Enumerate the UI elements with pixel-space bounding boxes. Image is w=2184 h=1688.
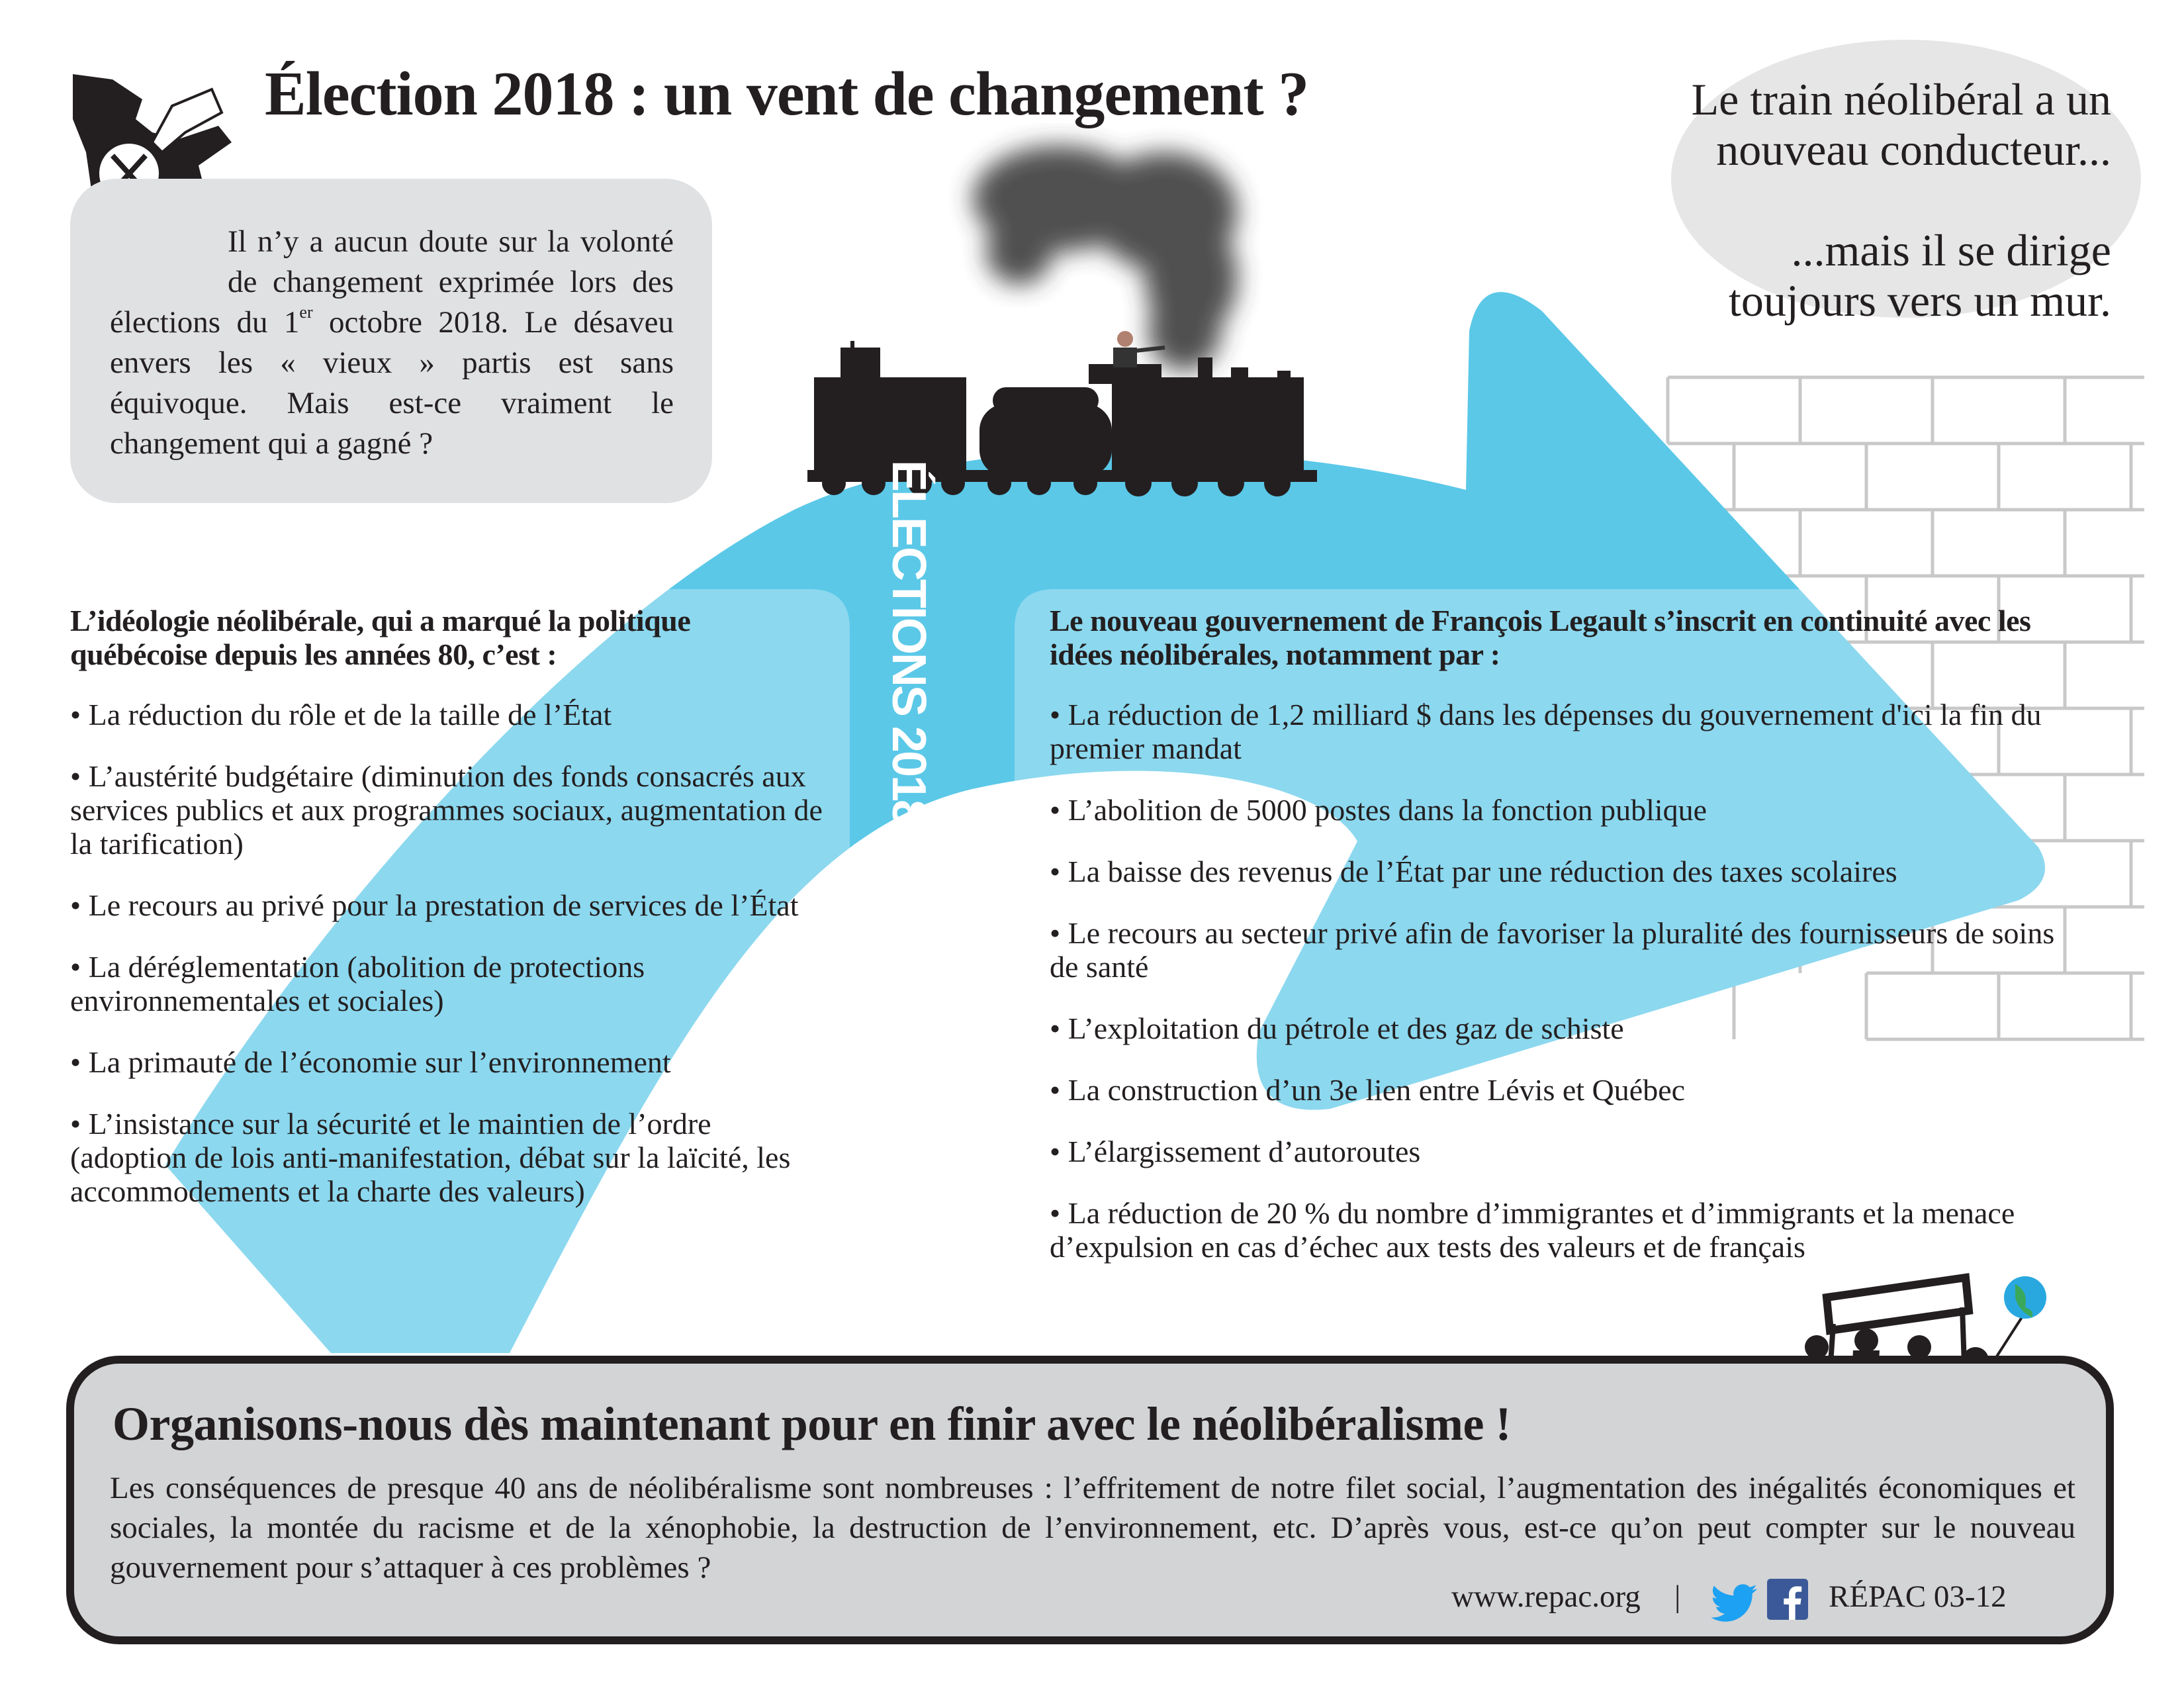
arrow-label xyxy=(872,459,945,825)
list-item: • Le recours au privé pour la prestation de services de l’État xyxy=(70,888,799,922)
right-column xyxy=(1050,604,2062,1291)
list-item: • La construction d’un 3e lien entre Lévis et Québec xyxy=(1050,1073,1686,1107)
list-item: • La réduction de 20 % du nombre d’immigrantes et d’immigrants et la menace d’expulsion en cas d’échec aux tests des valeurs et de français xyxy=(1050,1196,2015,1264)
intro-text-part: octobre 2018. Le désaveu envers les « vieux » partis est sans équivoque. Mais est-ce vraiment le changement qui a gagné ? xyxy=(110,305,674,461)
smoke xyxy=(973,146,1238,371)
intro-sup: er xyxy=(299,303,313,322)
call-to-action-body: Les conséquences de presque 40 ans de néolibéralisme sont nombreuses : l’effritement de notre filet social, l’augmentation des inégalités économiques et sociales, la montée du racisme et de la xénophobie, la destruction de l’environnement, etc. D’après vous, est-ce qu’on peut compter sur le nouveau gouvernement pour s’attaquer à ces problèmes ? xyxy=(110,1471,2075,1585)
footer-separator: | xyxy=(1674,1579,1681,1614)
tagline-line-1: Le train néolibéral a un xyxy=(1691,74,2111,124)
website-link[interactable]: www.repac.org xyxy=(1451,1579,1641,1614)
arrow-label-text: ÉLECTIONS 2018 xyxy=(882,459,935,825)
list-item: • La baisse des revenus de l’État par une réduction des taxes scolaires xyxy=(1050,855,1897,888)
list-item: • La réduction du rôle et de la taille de l’État xyxy=(70,698,612,731)
list-item: • L’austérité budgétaire (diminution des fonds consacrés aux services publics et aux programmes sociaux, augmentation de la tarification) xyxy=(70,759,823,861)
tagline-line-3: ...mais il se dirige xyxy=(1791,225,2111,275)
list-item: • Le recours au secteur privé afin de favoriser la pluralité des fournisseurs de soins de santé xyxy=(1050,916,2055,984)
tagline-line-2: nouveau conducteur... xyxy=(1716,124,2111,175)
intro-text xyxy=(110,222,674,464)
list-item: • L’insistance sur la sécurité et le maintien de l’ordre (adoption de lois anti-manifestation, débat sur la laïcité, les accommodements et la charte des valeurs) xyxy=(70,1107,791,1208)
list-item: • La déréglementation (abolition de protections environnementales et sociales) xyxy=(70,950,645,1017)
tagline-line-4: toujours vers un mur. xyxy=(1729,275,2111,326)
list-item: • L’abolition de 5000 postes dans la fonction publique xyxy=(1050,793,1707,827)
list-item: • L’élargissement d’autoroutes xyxy=(1050,1135,1421,1168)
list-item: • La réduction de 1,2 milliard $ dans les dépenses du gouvernement d'ici la fin du premier mandat xyxy=(1050,698,2042,765)
left-column xyxy=(70,604,825,1236)
twitter-icon[interactable] xyxy=(1711,1583,1757,1623)
right-heading: Le nouveau gouvernement de François Legault s’inscrit en continuité avec les idées néolibérales, notamment par : xyxy=(1050,604,2031,671)
facebook-icon[interactable] xyxy=(1767,1579,1808,1620)
list-item: • La primauté de l’économie sur l’environnement xyxy=(70,1045,671,1079)
left-heading: L’idéologie néolibérale, qui a marqué la politique québécoise depuis les années 80, c’est : xyxy=(70,604,691,671)
list-item: • L’exploitation du pétrole et des gaz de schiste xyxy=(1050,1011,1624,1045)
intro-text-part: Il n’y a aucun doute sur la volonté de changement exprimée lors des élections du 1 xyxy=(110,224,674,340)
page-title: Élection 2018 : un vent de changement ? xyxy=(265,60,1309,128)
call-to-action-title: Organisons-nous dès maintenant pour en finir avec le néolibéralisme ! xyxy=(113,1397,1511,1450)
publication-code: RÉPAC 03-12 xyxy=(1829,1579,2007,1614)
